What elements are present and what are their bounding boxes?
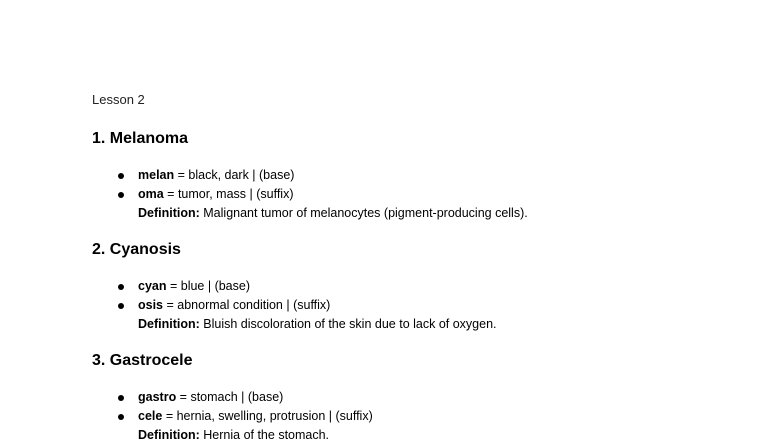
word-part: oma [138, 187, 164, 201]
term-heading-gastrocele: 3. Gastrocele [92, 352, 193, 369]
word-part: gastro [138, 390, 177, 404]
definition-line [118, 204, 528, 223]
term-parts-list-gastrocele [118, 388, 373, 441]
definition-text: Bluish discoloration of the skin due to lack of oxygen. [199, 317, 497, 331]
document-page [92, 0, 752, 441]
bullet-icon [118, 173, 124, 179]
term-heading-cyanosis: 2. Cyanosis [92, 241, 181, 258]
term-heading-melanoma: 1. Melanoma [92, 130, 189, 147]
term-parts-list-melanoma [118, 166, 528, 223]
word-part-meaning: = hernia, swelling, protrusion | (suffix) [162, 409, 373, 423]
bullet-icon [118, 414, 124, 420]
list-item [118, 166, 528, 185]
word-part-meaning: = black, dark | (base) [174, 168, 295, 182]
word-part-meaning: = blue | (base) [166, 279, 251, 293]
definition-text: Hernia of the stomach. [199, 428, 330, 441]
definition-line [118, 426, 373, 441]
list-item [118, 296, 497, 315]
definition-text: Malignant tumor of melanocytes (pigment-producing cells). [199, 206, 528, 220]
word-part: melan [138, 168, 175, 182]
list-item [118, 277, 497, 296]
word-part: osis [138, 298, 164, 312]
bullet-icon [118, 303, 124, 309]
term-parts-list-cyanosis [118, 277, 497, 334]
bullet-icon [118, 192, 124, 198]
word-part-meaning: = tumor, mass | (suffix) [163, 187, 294, 201]
definition-label: Definition: [138, 428, 200, 441]
bullet-icon [118, 284, 124, 290]
definition-label: Definition: [138, 317, 200, 331]
lesson-label: Lesson 2 [92, 92, 145, 107]
word-part-meaning: = stomach | (base) [176, 390, 284, 404]
definition-label: Definition: [138, 206, 200, 220]
list-item [118, 388, 373, 407]
word-part: cele [138, 409, 163, 423]
list-item [118, 185, 528, 204]
bullet-icon [118, 395, 124, 401]
definition-line [118, 315, 497, 334]
word-part-meaning: = abnormal condition | (suffix) [163, 298, 331, 312]
word-part: cyan [138, 279, 167, 293]
list-item [118, 407, 373, 426]
